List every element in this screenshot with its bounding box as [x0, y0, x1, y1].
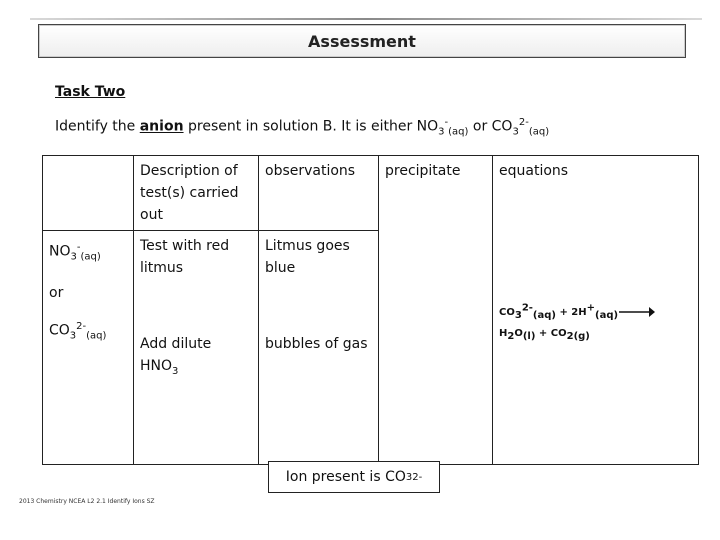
row-1-observation: Litmus goes blue — [265, 238, 350, 276]
table-header-row — [43, 156, 699, 231]
anion-co3-sub: 3 — [69, 330, 77, 342]
instruction-or: or CO — [468, 118, 513, 135]
eq-h-charge: + — [586, 303, 596, 314]
page-title-text: Assessment — [308, 31, 416, 51]
equations-label: equations — [499, 163, 569, 179]
anion-or: or — [49, 285, 64, 302]
description-cell — [134, 231, 259, 465]
anion-co3 — [49, 316, 127, 347]
footer-text: 2013 Chemistry NCEA L2 2.1 Identify Ions SZ — [19, 498, 155, 505]
eq-co-text: CO — [499, 307, 515, 319]
header-precipitate: precipitate — [379, 156, 493, 465]
anion-no3-sub: 3 — [70, 251, 77, 263]
anion-co3-charge: 2- — [76, 321, 87, 333]
observations-cell — [259, 231, 379, 465]
eq-co-sub: 3 — [514, 310, 522, 322]
task-heading: Task Two — [55, 84, 126, 100]
equation-line-2 — [499, 325, 692, 346]
results-table — [42, 155, 699, 465]
eq-water-sub: 2 — [507, 331, 515, 343]
top-rule — [30, 18, 702, 20]
anion-no3-charge: - — [76, 242, 81, 253]
anion-no3 — [49, 237, 127, 268]
anion-no3-text: NO — [49, 243, 71, 260]
conclusion-charge: 2- — [412, 471, 423, 483]
equation-line-1 — [499, 300, 692, 325]
instruction-state2: (aq) — [528, 126, 550, 138]
instruction-pre: Identify the — [55, 118, 140, 135]
eq-water-o: O — [514, 328, 523, 340]
anion-no3-state: (aq) — [80, 251, 101, 263]
header-observations: observations — [259, 156, 379, 231]
equation-block — [499, 300, 692, 346]
instruction-emphasis: anion — [139, 118, 184, 135]
eq-h-text: + 2H — [555, 307, 587, 319]
row-2-description-sub: 3 — [172, 365, 179, 377]
instruction-state1: (aq) — [448, 126, 469, 138]
anion-co3-text: CO — [49, 323, 70, 340]
eq-co-state: (aq) — [532, 310, 556, 322]
eq-water-h: H — [499, 328, 508, 340]
instruction-text — [55, 117, 549, 137]
anion-co3-state: (aq) — [86, 330, 107, 342]
row-2-description — [140, 333, 252, 383]
row-1-description: Test with red litmus — [140, 238, 230, 276]
eq-h-state: (aq) — [595, 310, 619, 322]
header-description: Description of test(s) carried out — [134, 156, 259, 231]
anion-label-cell — [43, 231, 134, 465]
conclusion-text: Ion present is CO — [285, 469, 406, 485]
instruction-sup2: 2- — [518, 117, 529, 128]
eq-co2-state: 2(g) — [566, 331, 590, 343]
instruction-sub1: 3 — [438, 126, 445, 138]
eq-water-state: (l) — [522, 331, 536, 343]
row-2-observation: bubbles of gas — [265, 336, 368, 352]
reaction-arrow-icon — [619, 306, 655, 318]
conclusion-sub: 3 — [405, 471, 413, 483]
header-equations — [493, 156, 699, 465]
eq-co2-text: + CO — [535, 328, 567, 340]
instruction-sub2: 3 — [512, 126, 519, 138]
row-2-description-text: Add dilute HNO — [140, 336, 212, 374]
eq-co-charge: 2- — [521, 303, 533, 314]
conclusion-box — [268, 461, 440, 493]
instruction-mid: present in solution B. It is either NO — [183, 118, 439, 135]
page-title — [38, 24, 686, 58]
instruction-sup1: - — [444, 117, 449, 128]
header-blank-cell — [43, 156, 134, 231]
